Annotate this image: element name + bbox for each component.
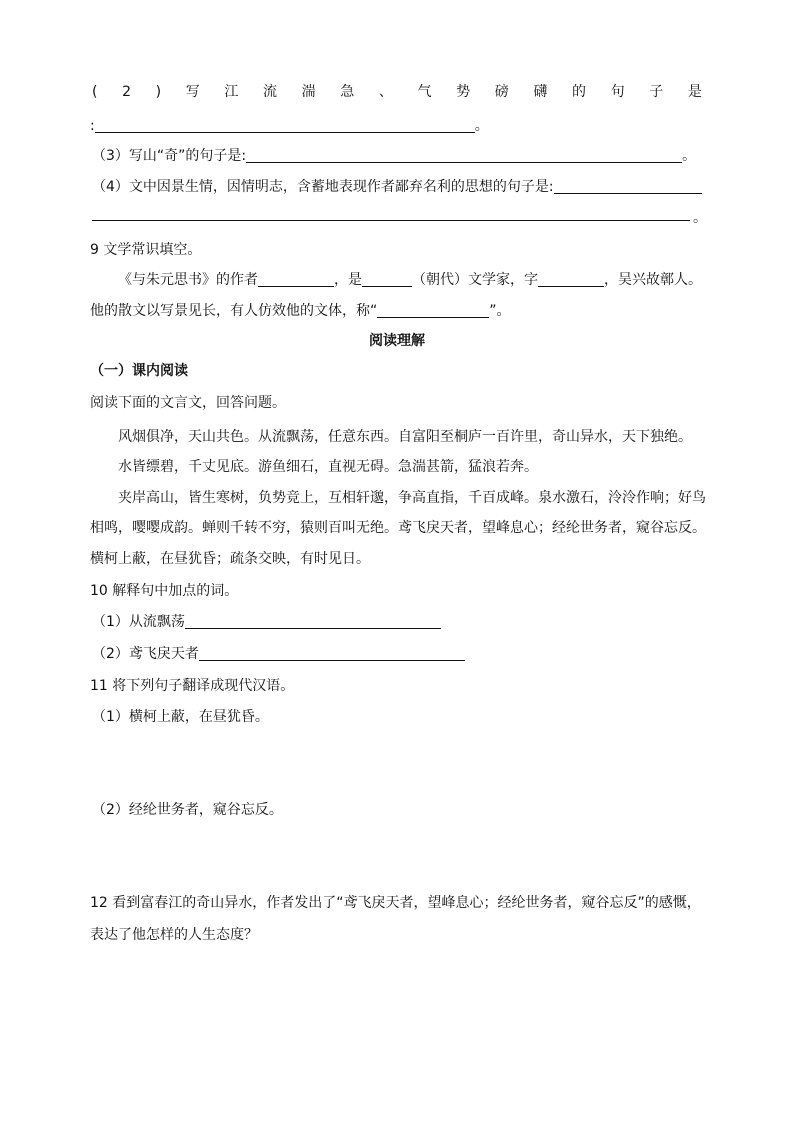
q8-item2-char: 磅 — [494, 84, 509, 100]
q8-item2-char: 礴 — [533, 84, 548, 100]
q9-line1-text-a: 《与朱元思书》的作者 — [118, 272, 258, 288]
q10-item2-answer-blank[interactable] — [199, 646, 465, 661]
passage-paragraph-1: 风烟俱净，天山共色。从流飘荡，任意东西。自富阳至桐庐一百许里，奇山异水，天下独绝。 — [118, 429, 692, 445]
q8-item2-char: 湍 — [301, 84, 316, 100]
q9-line1 — [118, 271, 702, 289]
q9-line1-text-b: ，是 — [334, 272, 362, 288]
q8-item2-char: 流 — [262, 84, 277, 100]
q12-line1: 12 看到富春江的奇山异水，作者发出了“鸢飞戾天者，望峰息心；经纶世务者，窥谷忘反”的感慨， — [90, 895, 701, 911]
q8-item4-line — [92, 178, 702, 196]
section-title: 阅读理解 — [369, 333, 425, 349]
q10-item2-text: （2）鸢飞戾天者 — [92, 646, 199, 662]
q9-dynasty-blank[interactable] — [362, 272, 412, 287]
section-instruction: 阅读下面的文言文，回答问题。 — [90, 395, 286, 411]
q9-line2-text-a: 他的散文以写景见长，有人仿效他的文体，称“ — [90, 303, 378, 319]
q8-item2-char: ( — [92, 84, 98, 100]
section-subtitle: （一）课内阅读 — [90, 363, 188, 379]
q9-courtesy-name-blank[interactable] — [538, 272, 604, 287]
q10-item1-answer-blank[interactable] — [185, 614, 441, 629]
q8-item4-text: （4）文中因景生情，因情明志，含蓄地表现作者鄙弃名利的思想的句子是: — [92, 179, 554, 195]
q9-line2-text-b: ”。 — [489, 303, 511, 319]
q9-author-blank[interactable] — [258, 272, 334, 287]
q9-line1-text-d: ，吴兴故鄣人。 — [604, 272, 702, 288]
q8-item2-char: 、 — [378, 84, 393, 100]
q8-item4-answer-blank[interactable] — [554, 179, 702, 194]
q10-heading: 10 解释句中加点的词。 — [90, 583, 239, 599]
q8-item2-line — [92, 83, 702, 101]
q8-item3-answer-blank[interactable] — [246, 148, 682, 163]
passage-paragraph-2: 水皆缥碧，千丈见底。游鱼细石，直视无碍。急湍甚箭，猛浪若奔。 — [118, 459, 538, 475]
q10-item1-text: （1）从流飘荡 — [92, 614, 185, 630]
q8-item2-char: 句 — [610, 84, 625, 100]
q10-item1 — [92, 613, 441, 631]
q8-item2-answer-blank[interactable] — [95, 118, 475, 133]
passage-paragraph-3-line-1: 夹岸高山，皆生寒树，负势竞上，互相轩邈，争高直指，千百成峰。泉水激石，泠泠作响；好鸟 — [118, 490, 706, 506]
q8-item2-char: 急 — [340, 84, 355, 100]
q9-line2 — [90, 302, 511, 320]
q8-item2-char: 势 — [456, 84, 471, 100]
q8-item2-char: 江 — [224, 84, 239, 100]
q8-item2-char: 2 — [122, 84, 132, 100]
q8-item3-text: （3）写山“奇”的句子是: — [92, 148, 247, 164]
q11-heading: 11 将下列句子翻译成现代汉语。 — [90, 678, 295, 694]
q9-heading: 9 文学常识填空。 — [90, 242, 202, 258]
q8-item2-answer-line — [90, 117, 489, 135]
q8-item2-lead: : — [90, 118, 95, 134]
q8-item2-char: 写 — [185, 84, 200, 100]
q8-item2-char: 子 — [649, 84, 664, 100]
q10-item2 — [92, 645, 465, 663]
q8-item3-end: 。 — [682, 148, 697, 164]
q8-item4-answer-line2[interactable] — [92, 220, 690, 221]
passage-paragraph-3-line-3: 横柯上蔽，在昼犹昏；疏条交映，有时见日。 — [90, 551, 370, 567]
q8-item3-line — [92, 147, 696, 165]
q9-line1-text-c: （朝代）文学家，字 — [412, 272, 538, 288]
q8-item2-char: 气 — [417, 84, 432, 100]
q11-item2: （2）经纶世务者，窥谷忘反。 — [92, 802, 283, 818]
q8-item2-end: 。 — [474, 118, 489, 134]
passage-paragraph-3-line-2: 相鸣，嘤嘤成韵。蝉则千转不穷，猿则百叫无绝。鸢飞戾天者，望峰息心；经纶世务者，窥谷忘反。 — [90, 520, 706, 536]
q12-line2: 表达了他怎样的人生态度？ — [90, 927, 258, 943]
q11-item1: （1）横柯上蔽，在昼犹昏。 — [92, 709, 269, 725]
q9-style-name-blank[interactable] — [377, 303, 489, 318]
q8-item4-end: 。 — [693, 210, 707, 226]
q8-item2-char: 是 — [687, 84, 702, 100]
q8-item2-char: ) — [155, 84, 162, 100]
q8-item2-char: 的 — [571, 84, 586, 100]
